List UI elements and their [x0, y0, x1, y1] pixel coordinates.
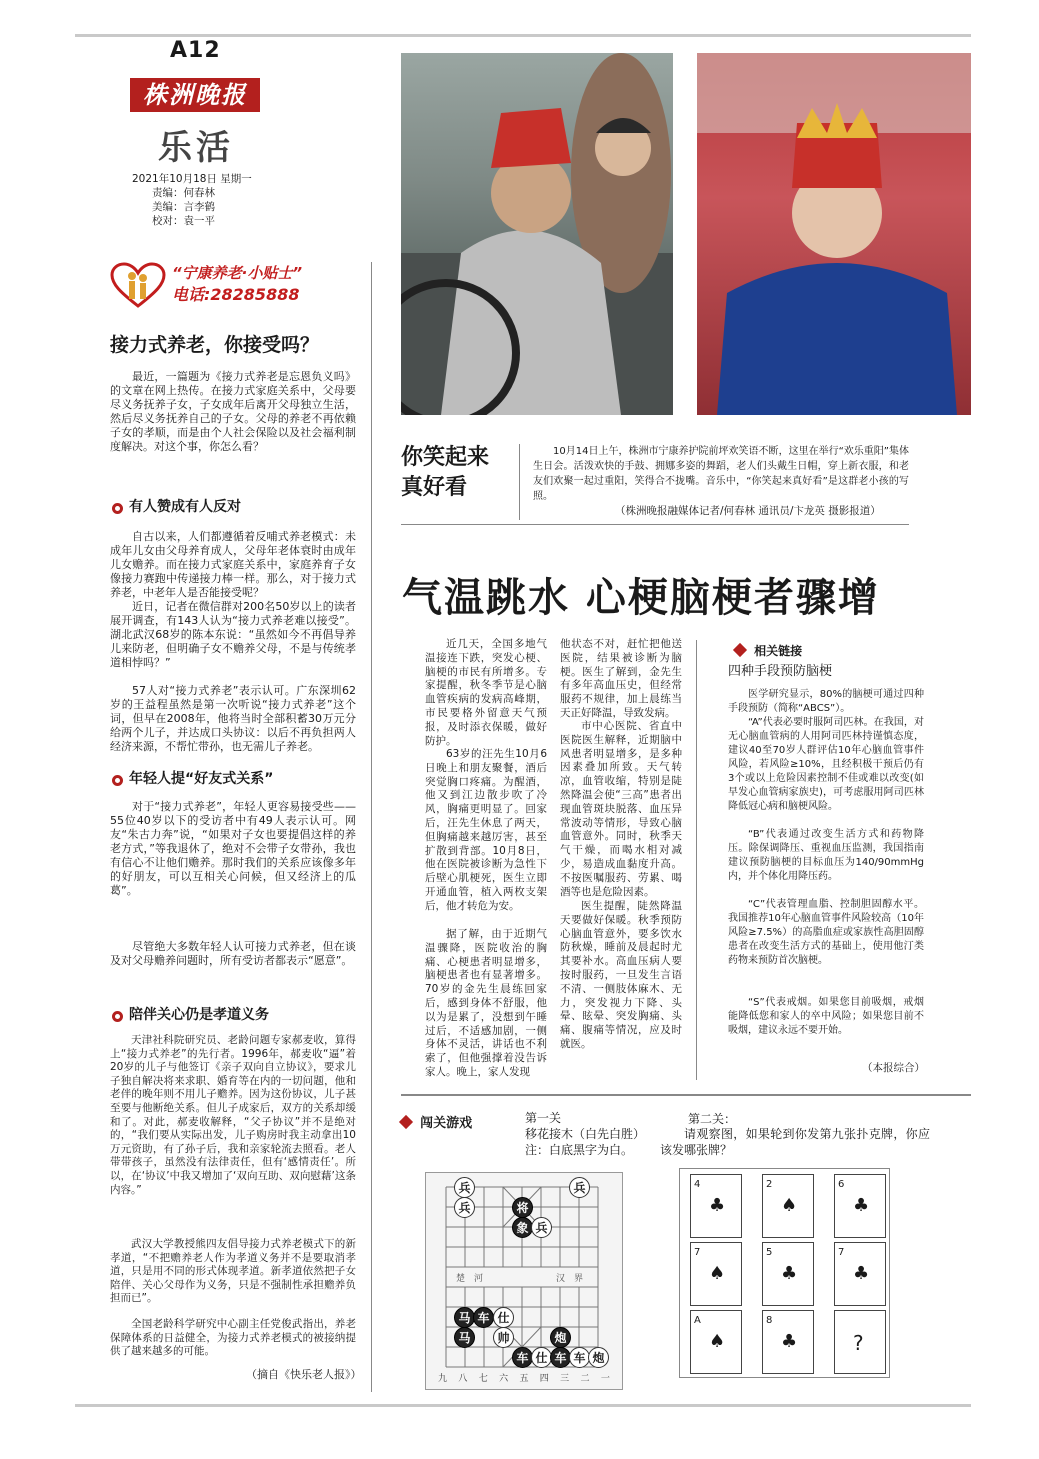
- level-2-title: 第二关：: [688, 1112, 737, 1126]
- river-left-label: 楚 河: [456, 1274, 484, 1284]
- club-icon: ♣: [781, 1263, 798, 1284]
- playing-card: A ♠: [690, 1310, 742, 1374]
- chess-piece: 马: [454, 1327, 475, 1348]
- level-1-info: 第一关 移花接木（白先白胜） 注：白底黑字为白。: [525, 1111, 646, 1157]
- mystery-card: ?: [834, 1310, 886, 1374]
- subhead-1: 有人赞成有人反对: [112, 496, 241, 516]
- subhead-2: 年轻人提“好友式关系”: [112, 768, 273, 788]
- photo-story-title: 你笑起来 真好看: [401, 445, 490, 500]
- left-paragraph-6: 天津社科院研究员、老龄问题专家郝麦收，算得上“接力式养老”的先行者。1996年，郝麦收“逼”着20岁的儿子与他签订《亲子双向自立协议》，要求儿子独自解决将来求职、婚育等在内的一切问题，他和老伴的晚年则不用儿子赡养。因为这份协议，儿子甚至要与他断绝关系。但儿子成家后，双方的关系却缓和了。对此，郝麦收解释，“父子协议”并不是绝对的，“我们要从实际出发，儿子购房时我主动拿出10万元资助，有了孙子后，我和亲家轮流去照看。老人带带孩子，虽然没有法律责任，但有‘感情责任’。所以，在‘协议’中我又增加了‘双向互助、双向慰藉’这条内容。”: [110, 1034, 356, 1196]
- chess-piece: 兵: [454, 1197, 475, 1218]
- page-number: A12: [170, 38, 221, 63]
- chess-piece: 将: [512, 1197, 533, 1218]
- link-p4: “C”代表管理血脂、控制胆固醇水平。我国推荐10年心脑血管事件风险较高（10年风险≥7.5%）的高脂血症或家族性高胆固醇患者在改变生活方式的基础上，使用他汀类药物来预防首次脑梗。: [728, 899, 924, 966]
- column-divider: [371, 262, 372, 1392]
- editor: 责编：何春林: [152, 187, 215, 199]
- bullet-circle-icon: [112, 503, 123, 514]
- left-paragraph-5: 尽管绝大多数年轻人认可接力式养老，但在谈及对父母赡养问题时，所有受访者都表示“愿意”。: [110, 940, 356, 967]
- issue-date: 2021年10月18日 星期一: [132, 173, 252, 185]
- left-paragraph-1: 自古以来，人们都遵循着反哺式养老模式：未成年儿女由父母养育成人，父母年老体衰时由成年儿女赡养。而在接力式家庭关系中，家庭养育子女像接力赛跑中传递接力棒一样。那么，对于接力式养老，中老年人是否能接受呢？: [110, 530, 356, 599]
- chess-piece: 兵: [454, 1177, 475, 1198]
- chess-piece: 车: [473, 1307, 494, 1328]
- playing-card: 7 ♠: [690, 1242, 742, 1306]
- game-rule: [401, 1094, 971, 1096]
- playing-card: 5 ♣: [762, 1242, 814, 1306]
- spade-icon: ♠: [709, 1263, 726, 1284]
- chess-piece: 兵: [531, 1217, 552, 1238]
- chess-piece: 马: [454, 1307, 475, 1328]
- club-icon: ♣: [709, 1195, 726, 1216]
- club-icon: ♣: [853, 1263, 870, 1284]
- main-col2-p2: 市中心医院、省直中医院医生解释，近期脑中风患者明显增多，是多种因素叠加所致。天气转凉，血管收缩，特别是陡然降温会使“三高”患者出现血管斑块脱落、血压异常波动等情形，导致心脑血管意外。同时，秋季天气干燥，而喝水相对减少，易造成血黏度升高。不按医嘱服药、劳累、喝酒等也是危险因素。: [560, 720, 682, 898]
- top-rule: [75, 34, 971, 37]
- chess-piece: 兵: [569, 1177, 590, 1198]
- spade-icon: ♠: [781, 1195, 798, 1216]
- main-col2-p1: 他状态不对，赶忙把他送医院，结果被诊断为脑梗。医生了解到，金先生有多年高血压史，但经常服药不规律，加上晨练当天正好降温，导致发病。: [560, 638, 682, 719]
- chess-piece: 仕: [531, 1347, 552, 1368]
- diamond-icon: [399, 1115, 413, 1129]
- left-article-intro: 最近，一篇题为《接力式养老是忘恩负义吗》的文章在网上热传。在接力式家庭关系中，父母要尽义务抚养子女，子女成年后离开父母独立生活，然后尽义务抚养自己的子女。父母的养老不再依赖子女的孝顺，而是由个人社会保险以及社会福利制度解决。对这个事，你怎么看？: [110, 370, 356, 453]
- related-link-title: 四种手段预防脑梗: [728, 664, 833, 679]
- diamond-icon: [733, 643, 747, 657]
- main-col1-p3: 据了解，由于近期气温骤降，医院收治的胸痛、心梗患者明显增多，脑梗患者也有显著增多。70岁的金先生晨练回家后，感到身体不舒服，他以为是累了，没想到午睡过后，不适感加剧，一侧身体不灵活，讲话也不利索了，但他强撑着没告诉家人。晚上，家人发现: [425, 928, 547, 1078]
- chess-piece: 仕: [493, 1307, 514, 1328]
- bullet-circle-icon: [112, 1011, 123, 1022]
- photo-story-caption: 10月14日上午，株洲市宁康养护院前坪欢笑语不断，这里在举行“欢乐重阳”集体生日会。活泼欢快的手鼓、拥娜多姿的舞蹈，老人们头戴生日帽，穿上新衣服，和老友们欢聚一起过重阳，笑得合不拢嘴。音乐中，“你笑起来真好看”是这群老小孩的写照。: [533, 446, 909, 502]
- board-file-labels: 九 八 七 六 五 四 三 二 一: [438, 1374, 610, 1384]
- xiangqi-board: [425, 1172, 623, 1390]
- chess-piece: 炮: [550, 1327, 571, 1348]
- main-article-source: （本报综合）: [862, 1062, 925, 1074]
- designer: 美编：言李鹤: [152, 201, 215, 213]
- club-icon: ♣: [781, 1331, 798, 1352]
- proofreader: 校对：袁一平: [152, 215, 215, 227]
- spade-icon: ♠: [709, 1331, 726, 1352]
- club-icon: ♣: [853, 1195, 870, 1216]
- playing-card: 2 ♠: [762, 1174, 814, 1238]
- chess-piece: 车: [569, 1347, 590, 1368]
- level-2-question: 请观察图，如果轮到你发第九张扑克牌，你应该发哪张牌？: [660, 1127, 930, 1157]
- playing-card: 4 ♣: [690, 1174, 742, 1238]
- left-paragraph-4: 对于“接力式养老”，年轻人更容易接受些——55位40岁以下的受访者中有49人表示认可。网友“朱古力奔”说，“如果对子女也要提倡这样的养老方式，”等我退休了，绝对不会带子女带孙，我也有信心不让他们赡养。那时我们的关系应该像多年的好朋友，可以互相关心问候，但又经济上的瓜葛”。: [110, 800, 356, 897]
- photo-story-credit: （株洲晚报融媒体记者/何春林 通讯员/卞龙英 摄影报道）: [615, 505, 881, 517]
- photo-elderly-woman: [697, 53, 971, 415]
- bottom-rule: [75, 1404, 971, 1407]
- link-p2: “A”代表必要时服阿司匹林。在我国，对无心脑血管病的人用阿司匹林持谨慎态度，建议40至70岁人群评估10年心脑血管事件风险，若风险≥10%，且经积极干预后仍有3个或以上危险因素控制不佳或难以改变(如早发心血管病家族史)，可考虑服用阿司匹林降低冠心病和脑梗风险。: [728, 717, 924, 812]
- main-col1-p1: 近几天，全国多地气温接连下跌，突发心梗、脑梗的市民有所增多。专家提醒，秋冬季节是心脑血管疾病的发病高峰期，市民要格外留意天气预报，及时添衣保暖，做好防护。: [425, 638, 547, 747]
- heart-logo-icon: [110, 262, 166, 310]
- column-divider-2: [696, 640, 697, 1080]
- main-col1-p2: 63岁的汪先生10月6日晚上和朋友聚餐，酒后突觉胸口疼痛。为醒酒，他又到江边散步吹了冷风，胸痛更明显了。回家后，汪先生休息了两天，但胸痛越来越厉害，甚至扩散到背部。10月8日，他在医院被诊断为急性下后壁心肌梗死，医生立即开通血管，植入两枚支架后，他才转危为安。: [425, 748, 547, 912]
- chess-piece: 车: [512, 1347, 533, 1368]
- left-paragraph-3: 57人对“接力式养老”表示认可。广东深圳62岁的王益程虽然是第一次听说“接力式养老”这个词，但早在2008年，他将当时全部积蓄30万元分给两个儿子，并达成口头协议：以后不再负担两人经济来源，不帮忙带孙，也无需儿子养老。: [110, 684, 356, 753]
- left-article-source: （摘自《快乐老人报》）: [246, 1368, 362, 1381]
- newspaper-logo: 株洲晚报: [130, 78, 260, 112]
- related-link-tag: 相关链接: [735, 640, 802, 659]
- left-article-title: 接力式养老，你接受吗？: [110, 334, 320, 356]
- link-p5: “S”代表戒烟。如果您目前吸烟，戒烟能降低您和家人的卒中风险；如果您目前不吸烟，建议永远不要开始。: [728, 997, 924, 1036]
- rule: [401, 524, 909, 525]
- chess-piece: 帅: [493, 1327, 514, 1348]
- chess-piece: 象: [512, 1217, 533, 1238]
- playing-card: 7 ♣: [834, 1242, 886, 1306]
- subhead-3: 陪伴关心仍是孝道义务: [112, 1004, 269, 1024]
- bullet-circle-icon: [112, 775, 123, 786]
- section-title: 乐活: [158, 128, 234, 168]
- game-tag: 闯关游戏: [401, 1112, 472, 1131]
- photo-elderly-man: [401, 53, 673, 415]
- main-article-title: 气温跳水 心梗脑梗者骤增: [402, 575, 880, 621]
- playing-card: 8 ♣: [762, 1310, 814, 1374]
- link-p3: “B”代表通过改变生活方式和药物降压。除保调降压、重视血压监测，我国指南建议预防脑梗的目标血压为140/90mmHg内，并个体化用降压药。: [728, 829, 924, 882]
- main-col2-p3: 医生提醒，陡然降温天要做好保暖。秋季预防心脑血管意外，要多饮水防秋燥，睡前及晨起时尤其要补水。高血压病人要按时服药，一旦发生言语不清、一侧肢体麻木、无力，突发视力下降、头晕、眩晕、突发胸痛、头痛、腹痛等情况，应及时就医。: [560, 900, 682, 1050]
- left-paragraph-2: 近日，记者在微信群对200名50岁以上的读者展开调查，有143人认为“接力式养老难以接受”。湖北武汉68岁的陈本东说：“虽然如今不再倡导养儿来防老，但明确子女不赡养父母，不是与传统孝道相悖吗？”: [110, 600, 356, 669]
- hotline-title: “宁康养老·小贴士”: [172, 264, 303, 282]
- photo-story-divider: [519, 444, 520, 520]
- playing-card: 6 ♣: [834, 1174, 886, 1238]
- hotline-phone: 电话:28285888: [172, 285, 300, 304]
- left-paragraph-8: 全国老龄科学研究中心副主任党俊武指出，养老保障体系的日益健全，为接力式养老模式的被接纳提供了越来越多的可能。: [110, 1318, 356, 1358]
- chess-piece: 炮: [588, 1347, 609, 1368]
- link-p1: 医学研究显示，80%的脑梗可通过四种手段预防（简称“ABCS”）。: [728, 689, 924, 714]
- river-right-label: 汉 界: [556, 1274, 584, 1284]
- left-paragraph-7: 武汉大学教授熊四友倡导接力式养老模式下的新孝道，“不把赡养老人作为孝道义务并不是要取消孝道，只是用不同的形式体现孝道。新孝道依然把子女陪伴、关心父母作为义务，只是不强制性承担赡养负担而已”。: [110, 1238, 356, 1305]
- chess-piece: 车: [550, 1347, 571, 1368]
